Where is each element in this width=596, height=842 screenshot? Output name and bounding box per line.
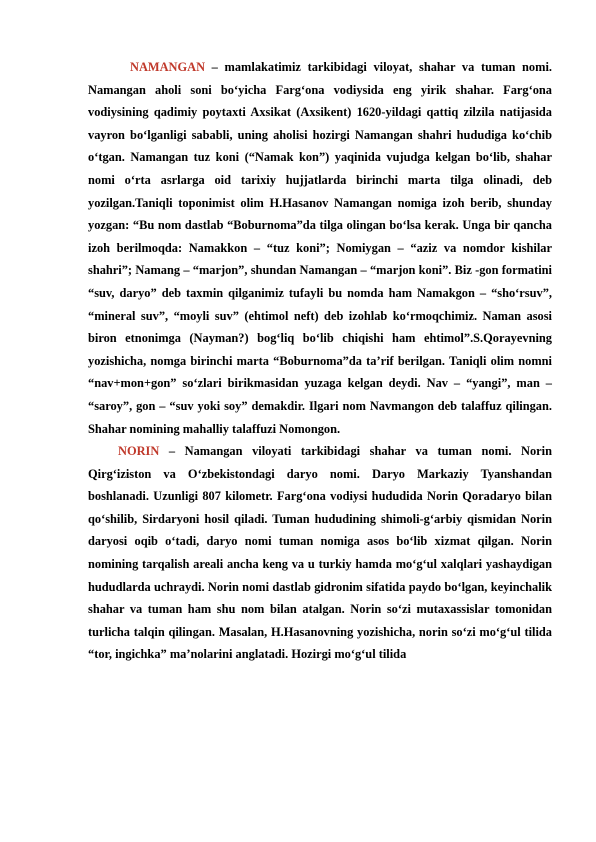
paragraph-body: – Namangan viloyati tarkibidagi shahar va tuman nomi. Norin Qirg‘iziston va O‘zbekistondagi daryo nomi. Daryo Markaziy Tyanshandan boshlanadi. Uzunligi 807 kilometr. Farg‘ona vodiysi hududida Norin Qoradaryo bilan qo‘shilib, Sirdaryoni hosil qiladi. Tuman hududining shimoli-g‘arbiy qismidan Norin daryosi oqib o‘tadi, daryo nomi tuman nomiga asos bo‘lib xizmat qilgan. Norin nomining tarqalish areali ancha keng va u turkiy hamda mo‘g‘ul xalqlari yashaydigan hududlarda uchraydi. Norin nomi dastlab gidronim sifatida paydo bo‘lgan, keyinchalik shahar va tuman ham shu nom bilan atalgan. Norin so‘zi mutaxassislar tomonidan turlicha talqin qilingan. Masalan, H.Hasanovning yozishicha, norin so‘zi mo‘g‘ul tilida “tor, ingichka” ma’nolarini anglatadi. Hozirgi mo‘g‘ul tilida xyxy=(88,444,552,662)
paragraph-namangan xyxy=(88,56,552,440)
document-page xyxy=(88,56,552,666)
paragraph-body: – mamlakatimiz tarkibidagi viloyat, shahar va tuman nomi. Namangan aholi soni bo‘yicha Farg‘ona vodiysida eng yirik shahar. Farg‘ona vodiysining qadimiy poytaxti Axsikat (Axsikent) 1620-yildagi qattiq zilzila natijasida vayron bo‘lganligi sababli, uning aholisi hozirgi Namangan shahri hududiga ko‘chib o‘tgan. Namangan tuz koni (“Namak kon”) yaqinida vujudga kelgan bo‘lib, shahar nomi o‘rta asrlarga oid tarixiy hujjatlarda birinchi marta tilga olinadi, deb yozilgan.Taniqli toponimist olim H.Hasanov Namangan nomiga izoh berib, shunday yozgan: “Bu nom dastlab “Boburnoma”da tilga olingan bo‘lsa kerak. Unga bir qancha izoh berilmoqda: Namakkon – “tuz koni”; Nomiygan – “aziz va nomdor kishilar shahri”; Namang – “marjon”, shundan Namangan – “marjon koni”. Biz -gon formatini “suv, daryo” deb taxmin qilganimiz tufayli bu nomda ham Namakgon – “sho‘rsuv”, “mineral suv”, “moyli suv” (ehtimol neft) deb izohlab ko‘rmoqchimiz. Naman asosi biron etnonimga (Nayman?) bog‘liq bo‘lib chiqishi ham ehtimol”.S.Qorayevning yozishicha, nomga birinchi marta “Boburnoma”da ta’rif berilgan. Taniqli olim nomni “nav+mon+gon” so‘zlari birikmasidan yuzaga kelgan deydi. Nav – “yangi”, man – “saroy”, gon – “suv yoki soy” demakdir. Ilgari nom Navmangon deb talaffuz qilingan. Shahar nomining mahalliy talaffuzi Nomongon. xyxy=(88,60,552,436)
paragraph-norin xyxy=(88,440,552,666)
term-heading: NAMANGAN xyxy=(130,60,206,74)
term-heading: NORIN xyxy=(118,444,160,459)
